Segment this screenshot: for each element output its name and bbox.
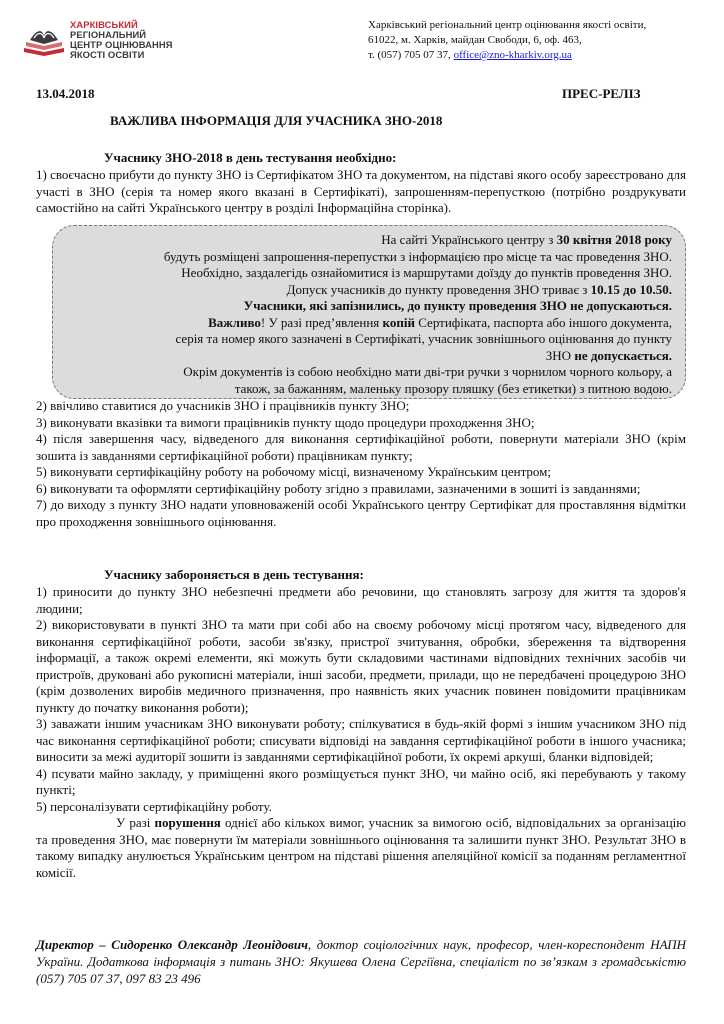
- forbidden-3: 3) заважати іншим учасникам ЗНО виконувати роботу; спілкуватися в будь-якій формі з іншим учасником ЗНО під час виконання сертифікаційної роботи; списувати відповіді на завдання сертифікаційної роботи в іншого учасника; виносити за межі аудиторії зошити із завданнями сертифікаційної роботи, їх окремі аркуші, бланки відповідей;: [36, 716, 686, 764]
- forbidden-4: 4) псувати майно закладу, у приміщенні якого розміщується пункт ЗНО, чи майно осіб, які перебувають у такому пункті;: [36, 765, 686, 797]
- hl-time: 10.15 до 10.50.: [590, 281, 672, 297]
- logo-line-4: ЯКОСТІ ОСВІТИ: [70, 49, 145, 60]
- logo: [20, 20, 200, 60]
- highlight-text: [60, 232, 672, 397]
- hl-line-8a: ЗНО: [545, 347, 575, 363]
- hl-line-6b: ! У разі пред’явлення: [260, 314, 383, 330]
- hl-line-10: також, за бажанням, маленьку прозору пляшку (без етикетки) з питною водою.: [234, 380, 672, 396]
- org-name: Харківський регіональний центр оцінювання якості освіти,: [368, 19, 647, 31]
- requirement-2: 2) ввічливо ставитися до учасників ЗНО і працівників пункту ЗНО;: [36, 398, 410, 413]
- hl-line-7: серія та номер якого зазначені в Сертифікаті, учасник зовнішнього оцінювання до пункту: [175, 331, 672, 346]
- requirement-4: 4) після завершення часу, відведеного для виконання сертифікаційної роботи, повернути матеріали ЗНО (крім зошита із завданнями сертифікаційної роботи) працівникам пункту;: [36, 431, 686, 463]
- hl-line-2: будуть розміщені запрошення-перепустки з інформацією про місце та час проведення ЗНО.: [163, 248, 672, 264]
- logo-line-2: РЕГІОНАЛЬНИЙ: [70, 29, 147, 40]
- forbidden-1: 1) приносити до пункту ЗНО небезпечні предмети або речовини, що становлять загрозу для життя та здоров'я людини;: [36, 584, 686, 616]
- hl-date: 30 квітня 2018 року: [556, 232, 672, 247]
- signature-block: [36, 936, 686, 987]
- requirement-1-block: [36, 167, 686, 217]
- forbidden-2: 2) використовувати в пункті ЗНО та мати при собі або на своєму робочому місці протягом часу, відведеного для виконання сертифікаційної роботи, засоби зв'язку, пристрої зчитування, обробки, збереження та відтворення інформації, а також окремі елементи, які можуть бути складовими частинами відповідних технічних засобів чи пристроїв, друковані або рукописні матеріали, інші засоби, предмети, прилади, що не передбачені процедурою ЗНО (крім дозволених виробів медичного призначення, про наявність яких учасник повинен повідомити працівникам пункту до початку виконання роботи);: [36, 617, 686, 715]
- forbidden-heading: Учаснику забороняється в день тестування:: [104, 567, 364, 582]
- signature-details: , доктор соціологічних наук, професор, член-кореспондент НАПН України. Додаткова інформація з питань ЗНО: Якушева Олена Сергіївна, спеціаліст по зв’язкам з громадськістю (057) 705 07 37, 097 83 23 496: [36, 937, 686, 986]
- requirement-6: 6) виконувати та оформляти сертифікаційну роботу згідно з правилами, зазначеними в зошиті із завданнями;: [36, 480, 641, 496]
- hl-line-3: Необхідно, заздалегідь ознайомитися із маршрутами доїзду до пунктів проведення ЗНО.: [181, 265, 672, 280]
- organization-contact: [368, 18, 646, 63]
- release-date: 13.04.2018: [36, 86, 95, 101]
- requirements-list: [36, 398, 686, 530]
- requirement-5: 5) виконувати сертифікаційну роботу на робочому місці, визначеному Українським центром;: [36, 464, 552, 479]
- requirement-1: 1) своєчасно прибути до пункту ЗНО із Сертифікатом ЗНО та документом, на підставі якого особу зареєстровано для участі в ЗНО (серія та номер якого вказані в Сертифікаті), запрошенням-перепусткою (потрібно роздрукувати самостійно на сайті Українського центру в розділі Інформаційна сторінка).: [36, 167, 686, 215]
- press-release-label: ПРЕС-РЕЛІЗ: [562, 86, 641, 101]
- logo-line-3: ЦЕНТР ОЦІНЮВАННЯ: [70, 39, 173, 50]
- director-name: Директор – Сидоренко Олександр Леонідович: [36, 937, 308, 952]
- page-title: ВАЖЛИВА ІНФОРМАЦІЯ ДЛЯ УЧАСНИКА ЗНО-2018: [110, 113, 443, 128]
- violation-c: однієї або кількох вимог, учасник за вимогою осіб, відповідальних за організацію та проведення ЗНО, має повернути їм матеріали зовнішнього оцінювання та залишити пункт ЗНО. Результат ЗНО в такому випадку анулюється Українським центром на підставі рішення апеляційної комісії за поданням регламентної комісії.: [36, 815, 686, 880]
- requirement-3: 3) виконувати вказівки та вимоги працівників пункту щодо процедури проходження ЗНО;: [36, 414, 535, 430]
- org-phone: т. (057) 705 07 37,: [368, 49, 454, 61]
- hl-line-6d: Сертифіката, паспорта або іншого документа,: [414, 314, 672, 330]
- hl-line-1a: На сайті Українського центру з: [381, 232, 557, 247]
- requirement-7: 7) до виходу з пункту ЗНО надати уповноваженій особі Українського центру Сертифікат для проставляння відмітки про проходження зовнішнього оцінювання.: [36, 497, 686, 529]
- violation-a: У разі: [116, 815, 155, 830]
- hl-important: Важливо: [208, 314, 261, 330]
- hl-line-5: Учасники, які запізнились, до пункту проведення ЗНО не допускаються.: [243, 298, 672, 313]
- org-address: 61022, м. Харків, майдан Свободи, 6, оф. 463,: [368, 34, 582, 46]
- hl-copies: копій: [382, 314, 415, 330]
- violation-word: порушення: [154, 815, 221, 830]
- hl-line-4a: Допуск учасників до пункту проведення ЗНО триває з: [286, 281, 591, 297]
- forbidden-list: [36, 584, 686, 881]
- hl-line-9: Окрім документів із собою необхідно мати дві-три ручки з чорнилом чорного кольору, а: [183, 364, 672, 379]
- email-link[interactable]: office@zno-kharkiv.org.ua: [453, 49, 572, 61]
- violation-paragraph: [36, 815, 686, 881]
- required-heading: Учаснику ЗНО-2018 в день тестування необхідно:: [104, 150, 397, 165]
- book-logo-icon: [20, 22, 68, 58]
- logo-line-1: ХАРКІВСЬКИЙ: [70, 19, 138, 30]
- forbidden-5: 5) персоналізувати сертифікаційну роботу.: [36, 798, 272, 814]
- hl-not-allowed: не допускається.: [574, 347, 672, 363]
